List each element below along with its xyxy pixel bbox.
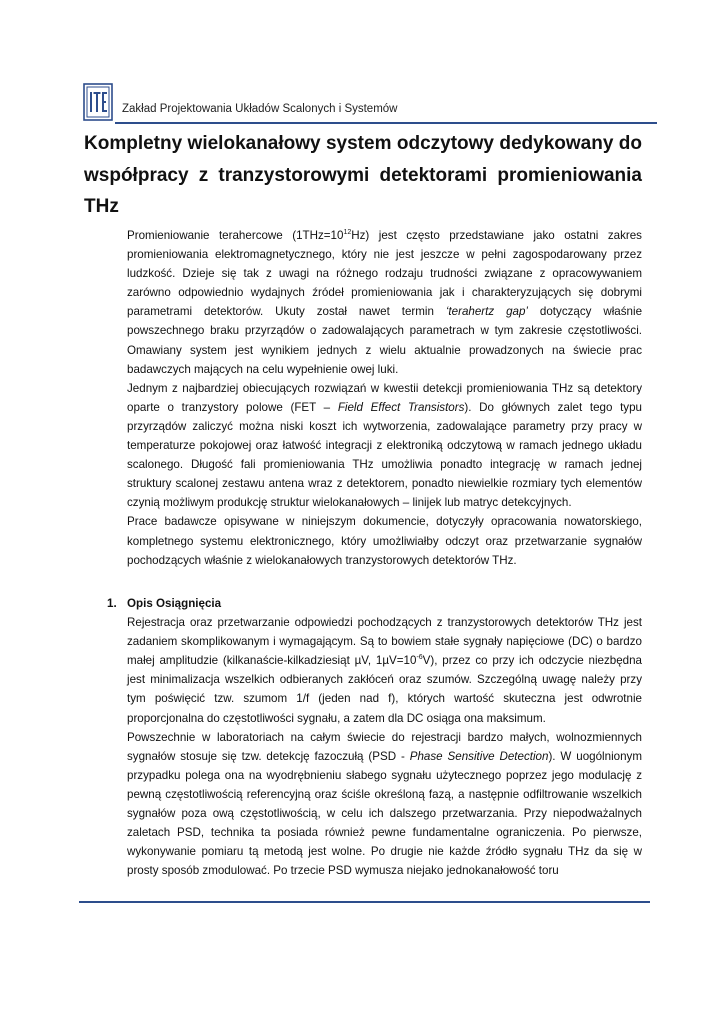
term-psd: Phase Sensitive Detection bbox=[409, 749, 549, 763]
section-paragraph-1 bbox=[127, 613, 642, 728]
section-p2-text-a: Powszechnie w laboratoriach na całym świecie do rejestracji bardzo małych, wolnozmiennych sygnałów stosuje się tzw. detekcję fazoczułą (PSD - bbox=[127, 730, 642, 763]
intro-paragraph-3: Prace badawcze opisywane w niniejszym dokumencie, dotyczyły opracowania nowatorskiego, kompletnego systemu elektronicznego, który umożliwiałby odczyt oraz przetwarzanie sygnałów pochodzących właśnie z wielokanałowych tranzystorowych detektorów THz. bbox=[127, 515, 642, 567]
intro-p1-text-a: Promieniowanie terahercowe (1THz=10 bbox=[127, 229, 344, 242]
exponent: -6 bbox=[416, 654, 423, 662]
section-paragraph-2 bbox=[127, 728, 642, 881]
intro-paragraph-1 bbox=[127, 226, 642, 379]
term-fet: Field Effect Transistors bbox=[337, 400, 465, 414]
section-body bbox=[127, 613, 642, 880]
section-heading bbox=[107, 594, 642, 613]
intro-paragraph-2 bbox=[127, 379, 642, 513]
section-title: Opis Osiągnięcia bbox=[127, 597, 222, 610]
exponent: 12 bbox=[343, 229, 352, 237]
section-p1-text-b: V), przez co przy ich odczycie niezbędna jest minimalizacja wszelkich odbieranych zakłóceń oraz szumów. Szczególną uwagę należy przy tym poświęcić tzw. szumom 1/f (jeden nad f), których wartość skuteczna jest odwrotnie proporcjonalna do częstotliwości sygnału, a zatem dla DC osiąga ona maksimum. bbox=[127, 654, 642, 725]
intro-p2-text-b: ). Do głównych zalet tego typu przyrządów zaliczyć można niski koszt ich wytworzenia, zadowalające parametry przy pracy w temperaturze pokojowej oraz łatwość integracji z elektroniką odczytową w ramach jednego układu scalonego. Długość fali promieniowania THz umożliwia ponadto integrację w ramach jednej struktury scalonej zestawu antena wraz z detektorem, ponadto niewielkie rozmiary tych elementów czynią możliwym produkcję struktur wielokanałowych – linijek lub matryc detekcyjnych. bbox=[127, 400, 643, 510]
term-terahertz-gap: ‘terahertz gap’ bbox=[445, 305, 528, 319]
intro-p1-text-c: dotyczący właśnie powszechnego braku przyrządów o zadowalających parametrach w tym zakresie częstotliwości. Omawiany system jest wynikiem jednych z wielu aktualnie prowadzonych na świecie prac badawczych mających na celu wypełnienie owej luki. bbox=[127, 305, 643, 376]
intro-p2-text-a: Jednym z najbardziej obiecujących rozwiązań w kwestii detekcji promieniowania THz są detektory oparte o tranzystory polowe (FET – bbox=[127, 381, 642, 414]
intro-p1-text-b: Hz) jest często przedstawiane jako ostatni zakres promieniowania elektromagnetycznego, który nie jest jeszcze w pełni zagospodarowany przez ludzkość. Dzieje się tak z uwagi na różnego rodzaju trudności związane z opracowywaniem zarówno odpowiednio wydajnych źródeł promieniowania jak i charakteryzujących się dobrymi parametrami detektorów. Ukuty został nawet termin bbox=[127, 229, 642, 319]
footer-divider bbox=[79, 901, 650, 903]
header-divider bbox=[115, 122, 657, 124]
section-p2-text-b: ). W uogólnionym przypadku polega ona na wyodrębnieniu słabego sygnału użytecznego poprzez jego modulację z pewną częstotliwością referencyjną oraz ściśle określoną fazą, a następnie odfiltrowanie wszelkich sygnałów poza ową częstotliwością, w celu ich dalszego przetwarzania. Przy niepodważalnych zaletach PSD, technika ta posiada również pewne fundamentalne ograniczenia. Po pierwsze, wykonywanie pomiaru tą metodą jest wolne. Po drugie nie każde źródło sygnału THz da się w prosty sposób zmodulować. Po trzecie PSD wymusza niejako jednokanałowość toru bbox=[127, 749, 642, 878]
section-p1-text-a: Rejestracja oraz przetwarzanie odpowiedzi pochodzących z tranzystorowych detektorów THz jest zadaniem skomplikowanym i wymagającym. Są to bowiem stałe sygnały napięciowe (DC) o bardzo małej amplitudzie (kilkanaście-kilkadziesiąt µV, 1µV=10 bbox=[127, 616, 642, 668]
intro-text bbox=[127, 226, 642, 570]
section-number: 1. bbox=[107, 597, 117, 610]
document-title: Kompletny wielokanałowy system odczytowy dedykowany do współpracy z tranzystorowymi detektorami promieniowania THz bbox=[84, 133, 642, 217]
section-1 bbox=[107, 594, 642, 880]
ite-logo bbox=[83, 83, 113, 121]
institute-name: Zakład Projektowania Układów Scalonych i Systemów bbox=[122, 103, 398, 115]
